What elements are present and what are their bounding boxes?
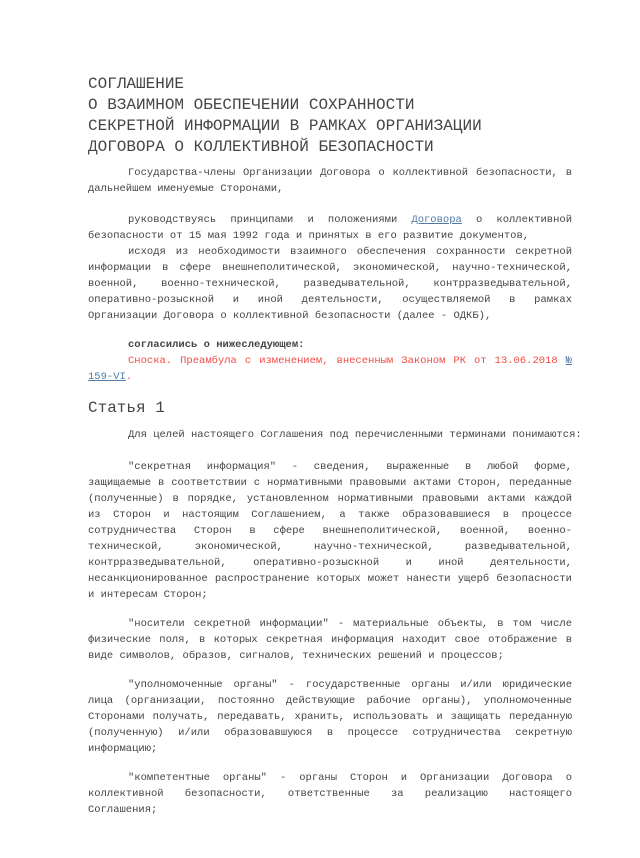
preamble-proceeding-paragraph: исходя из необходимости взаимного обеспечения сохранности секретной информации в сфере внешнеполитической, экономической, научно-технической, военной, военно-технической, разведывательной, контрразведывательной, оперативно-розыскной и иной деятельности, осуществляемой в рамках Организации Договора о коллективной безопасности (далее - ОДКБ), (88, 246, 572, 322)
document-title (88, 74, 572, 158)
preamble-guided-text-before: руководствуясь принципами и положениями (128, 214, 412, 226)
amendment-footnote (88, 353, 572, 385)
preamble-parties-paragraph: Государства-члены Организации Договора о коллективной безопасности, в дальнейшем именуемые Сторонами, (88, 167, 572, 195)
title-line-2: О ВЗАИМНОМ ОБЕСПЕЧЕНИИ СОХРАННОСТИ (88, 96, 415, 114)
footnote-text: Сноска. Преамбула с изменением, внесенным Законом РК от 13.06.2018 (128, 355, 566, 367)
agreed-clause: согласились о нижеследующем: (128, 339, 305, 351)
definition-competent-bodies: "компетентные органы" - органы Сторон и Организации Договора о коллективной безопасности, ответственные за реализацию настоящего Соглашения; (88, 772, 572, 816)
title-line-1: СОГЛАШЕНИЕ (88, 75, 185, 93)
title-line-3: СЕКРЕТНОЙ ИНФОРМАЦИИ В РАМКАХ ОРГАНИЗАЦИИ (88, 117, 482, 135)
article-1-intro: Для целей настоящего Соглашения под перечисленными терминами понимаются: (128, 429, 582, 441)
definition-secret-information: "секретная информация" - сведения, выраженные в любой форме, защищаемые в соответствии с нормативными правовыми актами Сторон, переданные (полученные) в порядке, установленном нормативными правовыми актами каждой из Сторон и настоящим Соглашением, а также образовавшиеся в процессе сотрудничества Сторон в сфере внешнеполитической, военной, военно-технической, экономической, научно-технической, разведывательной, контрразведывательной, оперативно-розыскной и иной деятельности, несанкционированное распространение которых может нанести ущерб безопасности и интересам Сторон; (88, 461, 572, 601)
collective-security-treaty-link[interactable]: Договора (411, 214, 462, 226)
preamble-guided-text-after: о коллективной безопасности от 15 мая 1992 года и принятых в его развитие документов, (88, 214, 572, 242)
article-1-heading: Статья 1 (88, 399, 165, 417)
definition-authorized-bodies: "уполномоченные органы" - государственные органы и/или юридические лица (организации, постоянно действующие рабочие органы), уполномоченные Сторонами получать, передавать, хранить, использовать и защищать переданную (полученную) и/или образовавшуюся в процессе сотрудничества секретную информацию; (88, 679, 572, 755)
law-number-link[interactable]: № 159-VI (88, 355, 572, 383)
preamble-guided-paragraph (88, 212, 572, 244)
title-line-4: ДОГОВОРА О КОЛЛЕКТИВНОЙ БЕЗОПАСНОСТИ (88, 138, 434, 156)
footnote-period: . (125, 371, 133, 383)
definition-secret-information-carriers: "носители секретной информации" - материальные объекты, в том числе физические поля, в которых секретная информация находит свое отображение в виде символов, образов, сигналов, технических решений и процессов; (88, 618, 572, 662)
